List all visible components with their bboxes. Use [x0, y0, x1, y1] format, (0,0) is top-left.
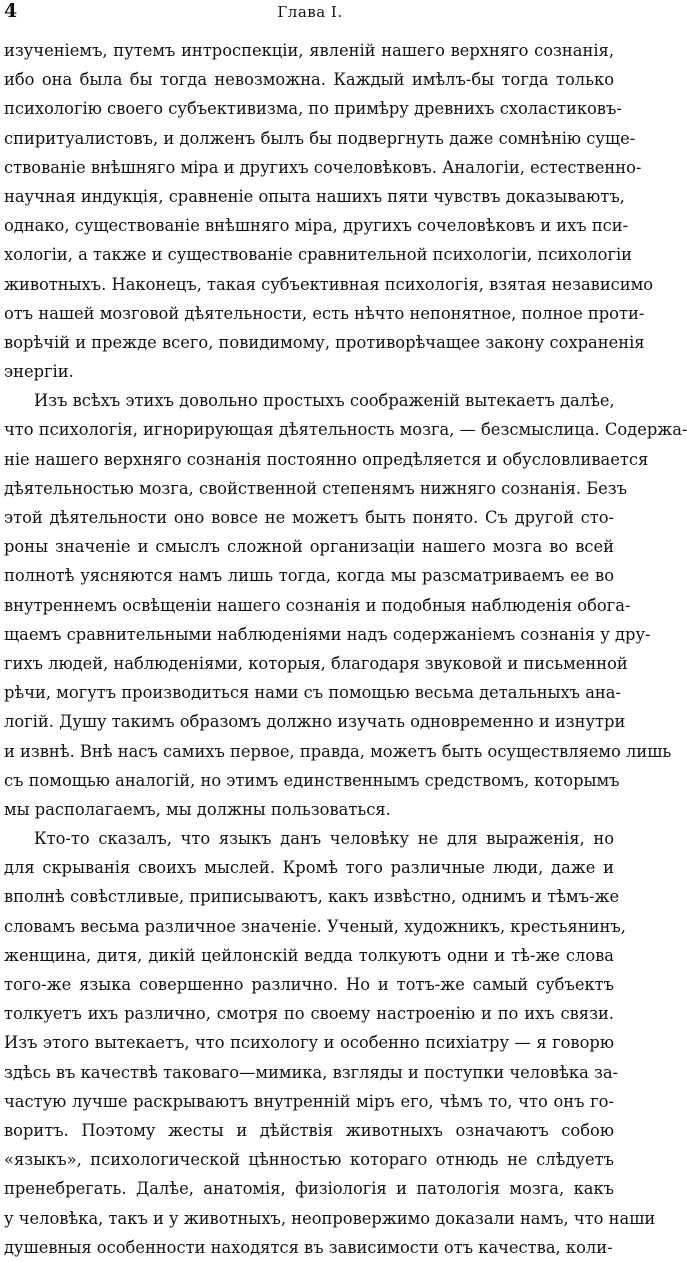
paragraph — [4, 824, 656, 1262]
text-line: для скрыванія своихъ мыслей. Кромѣ того различные люди, даже и — [4, 858, 614, 878]
text-line: энергіи. — [4, 362, 74, 382]
page-header — [0, 0, 620, 26]
text-line: ніе нашего верхняго сознанія постоянно опредѣляется и обусловливается — [4, 449, 649, 469]
text-line: что психологія, игнорирующая дѣятельность мозга, — безсмыслица. Содержа- — [4, 420, 687, 440]
text-line: душевныя особенности находятся въ зависимости отъ качества, коли- — [4, 1237, 613, 1257]
running-head: Глава I. — [277, 3, 343, 21]
paragraph — [4, 36, 654, 386]
text-line: здѣсь въ качествѣ таковаго—мимика, взгляды и поступки человѣка за- — [4, 1062, 619, 1082]
text-line: внутреннемъ освѣщеніи нашего сознанія и подобныя наблюденія обога- — [4, 595, 631, 615]
text-line: вполнѣ совѣстливые, приписываютъ, какъ извѣстно, однимъ и тѣмъ-же — [4, 887, 620, 907]
text-line: гихъ людей, наблюденіями, которыя, благодаря звуковой и письменной — [4, 653, 628, 673]
text-line: ствованіе внѣшняго міра и другихъ сочеловѣковъ. Аналогіи, естественно- — [4, 157, 642, 177]
text-line: пренебрегать. Далѣе, анатомія, физіологія и патологія мозга, какъ — [4, 1179, 614, 1199]
text-line: отъ нашей мозговой дѣятельности, есть нѣчто непонятное, полное проти- — [4, 303, 645, 323]
text-line: спиритуалистовъ, и долженъ былъ бы подвергнуть даже сомнѣнію суще- — [4, 128, 636, 148]
text-line: мы располагаемъ, мы должны пользоваться. — [4, 799, 391, 819]
text-line: у человѣка, такъ и у животныхъ, неопровержимо доказали намъ, что наши — [4, 1208, 656, 1228]
text-line: психологію своего субъективизма, по примѣру древнихъ схоластиковъ- — [4, 99, 622, 119]
text-line: дѣятельностью мозга, свойственной степенямъ нижняго сознанія. Безъ — [4, 478, 628, 498]
text-line: щаемъ сравнительными наблюденіями надъ содержаніемъ сознанія у дру- — [4, 624, 651, 644]
text-line: словамъ весьма различное значеніе. Ученый, художникъ, крестьянинъ, — [4, 916, 626, 936]
text-line: полнотѣ уясняются намъ лишь тогда, когда мы разсматриваемъ ее во — [4, 566, 614, 586]
text-line: того-же языка совершенно различно. Но и тотъ-же самый субъектъ — [4, 975, 614, 994]
text-line: женщина, дитя, дикій цейлонскій ведда толкуютъ одни и тѣ-же слова — [4, 945, 614, 965]
text-line: воритъ. Поэтому жесты и дѣйствія животныхъ означаютъ собою — [4, 1120, 614, 1140]
text-line: ибо она была бы тогда невозможна. Каждый имѣлъ-бы тогда только — [4, 70, 614, 90]
text-line: Изъ этого вытекаетъ, что психологу и особенно психіатру — я говорю — [4, 1033, 614, 1053]
text-line: однако, существованіе внѣшняго міра, другихъ сочеловѣковъ и ихъ пси- — [4, 216, 629, 236]
text-line: изученіемъ, путемъ интроспекціи, явленій нашего верхняго сознанія, — [4, 41, 614, 60]
text-line: рѣчи, могутъ производиться нами съ помощью весьма детальныхъ ана- — [4, 683, 621, 703]
text-body — [4, 36, 687, 1262]
text-line: хологіи, а также и существованіе сравнительной психологіи, психологіи — [4, 245, 633, 265]
text-line: и извнѣ. Внѣ насъ самихъ первое, правда, можетъ быть осуществляемо лишь — [4, 741, 672, 761]
text-line: научная индукція, сравненіе опыта нашихъ пяти чувствъ доказываютъ, — [4, 186, 625, 206]
text-line: логій. Душу такимъ образомъ должно изучать одновременно и изнутри — [4, 712, 626, 732]
text-line: Изъ всѣхъ этихъ довольно простыхъ соображеній вытекаетъ далѣе, — [34, 391, 615, 411]
text-line: животныхъ. Наконецъ, такая субъективная психологія, взятая независимо — [4, 274, 654, 294]
text-line: частую лучше раскрываютъ внутренній міръ его, чѣмъ то, что онъ го- — [4, 1091, 614, 1111]
text-line: этой дѣятельности оно вовсе не можетъ быть понято. Съ другой сто- — [4, 508, 614, 527]
text-line: толкуетъ ихъ различно, смотря по своему настроенію и по ихъ связи. — [4, 1004, 614, 1024]
page-number: 4 — [4, 0, 18, 22]
text-line: ворѣчій и прежде всего, повидимому, противорѣчащее закону сохраненія — [4, 332, 645, 352]
paragraph — [4, 386, 687, 824]
text-line: роны значеніе и смыслъ сложной организаціи нашего мозга во всей — [4, 537, 614, 557]
text-line: Кто-то сказалъ, что языкъ данъ человѣку не для выраженія, но — [34, 829, 614, 849]
text-line: съ помощью аналогій, но этимъ единственнымъ средствомъ, которымъ — [4, 770, 620, 790]
text-line: «языкъ», психологической цѣнностью котораго отнюдь не слѣдуетъ — [4, 1150, 614, 1170]
